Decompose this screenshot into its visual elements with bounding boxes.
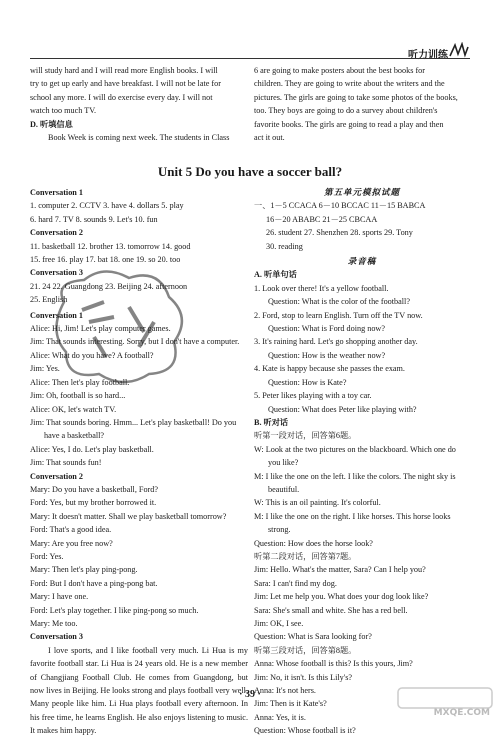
dialogue-line: M: I like the one on the left. I like the colors. The night sky is beautiful. (254, 471, 456, 494)
dialogue-line: Jim: No, it isn't. Is this Lily's? (254, 672, 353, 682)
passage: I love sports, and I like football very much. Li Hua is my favorite football star. Li Hua is 24 years old. He is a new member of Changjiang Football Club. He comes from Guangdong, but now lives in Beijing. He looks strong and plays football very well. Many people like him. Li Hua plays football every afternoon. In his free time, he learns English. He also enjoys listening to music. It makes him happy. (30, 645, 248, 736)
question-line: Question: How is the weather now? (268, 350, 386, 360)
brand-logo-icon (448, 42, 470, 58)
header-brand: 听力训练 (408, 50, 448, 61)
text-line: too. They boys are going to do a survey about children's (254, 106, 438, 116)
dialogue-line: Jim: Then is it Kate's? (254, 699, 327, 709)
answer-line: 30. reading (266, 241, 303, 251)
dialogue-line: Jim: OK, I see. (254, 619, 304, 628)
dialogue-line: Question: What is Sara looking for? (254, 632, 372, 642)
text-line: act it out. (254, 133, 285, 143)
text-line: watch too much TV. (30, 106, 97, 116)
top-left-column (30, 64, 244, 144)
item-line: 5. Peter likes playing with a toy car. (254, 391, 372, 401)
item-line: 3. It's raining hard. Let's go shopping another day. (254, 337, 418, 347)
watermark-text: MXQE.COM (433, 708, 490, 718)
answer-line: 16－20 ABABC 21－25 CBCAA (266, 214, 378, 224)
item-line: 4. Kate is happy because she passes the exam. (254, 364, 405, 374)
right-column (254, 186, 470, 738)
dialogue-line: 听第一段对话，回答第6题。 (254, 431, 357, 441)
dialogue-line: Alice: Then let's play football. (30, 377, 130, 387)
dialogue-line: Mary: I have one. (30, 592, 89, 602)
dialogue-line: Mary: It doesn't matter. Shall we play basketball tomorrow? (30, 511, 227, 521)
section-a-title: A. 听单句话 (254, 270, 297, 280)
dialogue-line: Jim: That sounds interesting. Sorry, but I don't have a computer. (30, 337, 240, 347)
header-rule (30, 58, 470, 59)
dialogue-line: Anna: It's not hers. (254, 686, 316, 696)
answer-line: 15. free 16. play 17. bat 18. one 19. so 20. too (30, 255, 181, 265)
dialogue-line: 听第二段对话，回答第7题。 (254, 551, 357, 561)
top-right-column (254, 64, 470, 144)
section-b-title: B. 听对话 (254, 417, 289, 427)
answer-line: 11. basketball 12. brother 13. tomorrow 14. good (30, 241, 191, 251)
unit-title: Unit 5 Do you have a soccer ball? (157, 164, 343, 179)
text-line: pictures. The girls are going to take some photos of the books, (254, 92, 458, 102)
text-line: school any more. I will do exercise every day. I will not (30, 92, 213, 102)
answer-line: 6. hard 7. TV 8. sounds 9. Let's 10. fun (30, 214, 158, 224)
dialogue-line: Alice: What do you have? A football? (30, 350, 154, 360)
dialogue-line: W: This is an oil painting. It's colorful. (254, 498, 381, 508)
conversation-title: Conversation 1 (30, 310, 83, 320)
text-line: try to get up early and have breakfast. I will not be late for (30, 79, 221, 89)
answer-line: 21. 24 22. Guangdong 23. Beijing 24. afternoon (30, 281, 188, 291)
text-line: Book Week is coming next week. The students in Class (48, 133, 230, 143)
answer-line: 一、1－5 CCACA 6－10 BCCAC 11－15 BABCA (254, 201, 426, 211)
dialogue-line: Jim: Hello. What's the matter, Sara? Can I help you? (254, 565, 426, 575)
answer-line: 26. student 27. Shenzhen 28. sports 29. Tony (266, 228, 413, 238)
dialogue-line: Sara: I can't find my dog. (254, 578, 337, 588)
dialogue-line: Jim: That sounds fun! (30, 458, 102, 468)
test-section-title: 第五单元模拟试题 (323, 187, 400, 197)
answer-line: 25. English (30, 295, 68, 305)
dialogue-line: W: Look at the two pictures on the blackboard. Which one do you like? (254, 444, 456, 468)
text-line: favorite books. The girls are going to read a play and then (254, 119, 444, 129)
section-d-title: D. 听填信息 (30, 119, 73, 129)
conversation-title: Conversation 2 (30, 471, 83, 481)
dialogue-line: Ford: That's a good idea. (30, 525, 112, 535)
conversation-title: Conversation 3 (30, 268, 83, 278)
dialogue-line: Ford: Let's play together. I like ping-pong so much. (30, 605, 199, 615)
question-line: Question: What is Ford doing now? (268, 324, 385, 334)
dialogue-line: Mary: Do you have a basketball, Ford? (30, 484, 159, 494)
dialogue-line: Jim: Oh, football is so hard... (30, 391, 126, 401)
item-line: 2. Ford, stop to learn English. Turn off the TV now. (254, 310, 423, 320)
conversation-title: Conversation 3 (30, 632, 83, 642)
dialogue-line: Question: How does the horse look? (254, 538, 373, 548)
question-line: Question: What does Peter like playing with? (268, 404, 417, 414)
dialogue-line: Anna: Yes, it is. (254, 712, 306, 722)
question-line: Question: How is Kate? (268, 377, 347, 387)
dialogue-line: M: I like the one on the right. I like horses. This horse looks strong. (254, 511, 451, 535)
dialogue-line: Mary: Me too. (30, 619, 78, 628)
dialogue-line: 听第三段对话，回答第8题。 (254, 645, 357, 655)
item-line: 1. Look over there! It's a yellow football. (254, 283, 389, 293)
dialogue-line: Ford: Yes, but my brother borrowed it. (30, 498, 157, 508)
dialogue-line: Mary: Then let's play ping-pong. (30, 565, 138, 575)
dialogue-line: Mary: Are you free now? (30, 538, 113, 548)
page-number: · 39 · (239, 689, 261, 700)
text-line: will study hard and I will read more English books. I will (30, 66, 218, 75)
dialogue-line: Sara: She's small and white. She has a red bell. (254, 605, 408, 615)
conversation-title: Conversation 1 (30, 188, 83, 197)
conversation-title: Conversation 2 (30, 228, 83, 238)
dialogue-line: Jim: Yes. (30, 364, 60, 374)
dialogue-line: Anna: Whose football is this? Is this yours, Jim? (254, 659, 413, 669)
text-line: children. They are going to write about the writers and the (254, 79, 445, 89)
dialogue-line: Ford: Yes. (30, 551, 64, 561)
dialogue-line: Alice: Yes, I do. Let's play basketball. (30, 444, 154, 454)
dialogue-line: Jim: That sounds boring. Hmm... Let's play basketball! Do you have a basketball? (30, 417, 237, 441)
answer-line: 1. computer 2. CCTV 3. have 4. dollars 5. play (30, 201, 184, 211)
dialogue-line: Ford: But I don't have a ping-pong bat. (30, 578, 158, 588)
transcript-title: 录音稿 (347, 256, 377, 267)
text-line: 6 are going to make posters about the best books for (254, 66, 425, 75)
seal-stamp-icon (44, 262, 194, 392)
dialogue-line: Alice: Hi, Jim! Let's play computer games. (30, 324, 171, 334)
question-line: Question: What is the color of the football? (268, 297, 410, 307)
dialogue-line: Jim: Let me help you. What does your dog look like? (254, 592, 429, 602)
dialogue-line: Question: Whose football is it? (254, 726, 356, 736)
dialogue-line: Alice: OK, let's watch TV. (30, 404, 117, 414)
